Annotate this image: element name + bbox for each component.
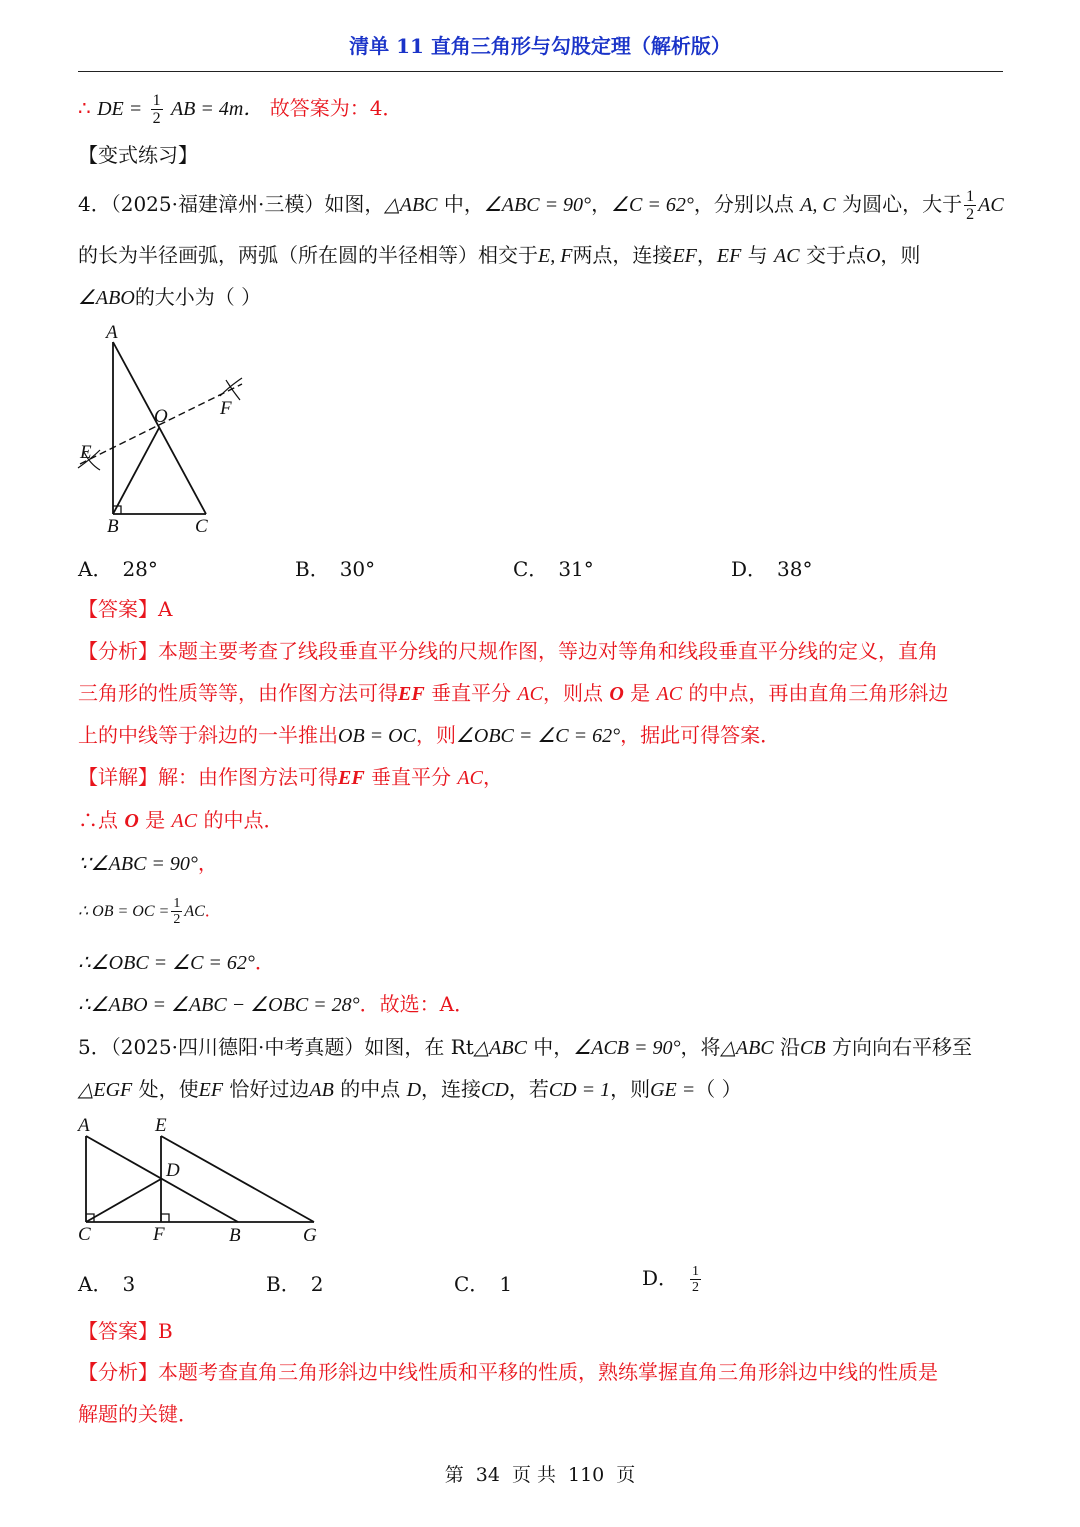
segment-eg: [161, 1136, 314, 1222]
q5-option-c[interactable]: [454, 1268, 512, 1297]
option-d-fraction: [690, 1264, 701, 1295]
q4-line-1: [78, 186, 1003, 223]
q4-text: ，据此可得答案．: [620, 723, 781, 747]
q5-answer: 【答案】B: [78, 1319, 173, 1343]
option-label: A．: [78, 1272, 113, 1296]
segment-bo: [113, 428, 159, 514]
q4-text: 垂直平分: [424, 681, 518, 705]
q5-angle-acb: ∠ACB = 90°: [573, 1037, 681, 1059]
q5-figure: [70, 1110, 330, 1250]
q5-text: ，将: [680, 1035, 721, 1059]
q4-step-fraction: [171, 896, 182, 927]
q4-step-expr: ∴∠ABO = ∠ABC − ∠OBC = 28°: [78, 994, 360, 1016]
option-value: 38°: [777, 557, 813, 581]
q4-text: 上的中线等于斜边的一半推出: [78, 723, 338, 747]
page-footer: [0, 1460, 1080, 1487]
q4-step-5: [78, 989, 1003, 1020]
option-frac-den: 2: [692, 1280, 700, 1295]
q4-source: 4．（2025·福建漳州·三模）如图，: [78, 192, 385, 216]
option-label: C．: [513, 557, 549, 581]
q4-angle-c: ∠C = 62°: [611, 194, 694, 216]
option-label: D．: [731, 557, 768, 581]
page-header-title: 清单 11 直角三角形与勾股定理（解析版）: [349, 34, 731, 58]
q4-option-a[interactable]: [78, 553, 158, 582]
prev-fraction: [151, 92, 163, 127]
q4-angle-abc: ∠ABC = 90°: [483, 194, 592, 216]
label-f: F: [220, 398, 232, 419]
label-g: G: [303, 1225, 317, 1246]
q4-ac: AC: [978, 194, 1004, 216]
q4-analysis-2: [78, 678, 1003, 709]
q4-text: 交于点: [799, 243, 866, 267]
therefore-symbol: ∴: [78, 96, 91, 120]
q5-text: 沿: [773, 1035, 801, 1059]
q4-text: ，则: [880, 243, 921, 267]
q5-line-1: [78, 1032, 1003, 1063]
q5-option-b[interactable]: [266, 1268, 323, 1297]
footer-mid: 页 共: [511, 1464, 556, 1486]
q4-text: 两点，连接: [572, 243, 673, 267]
q5-analysis-1: 【分析】本题考查直角三角形斜边中线性质和平移的性质，熟练掌握直角三角形斜边中线的性质是: [78, 1360, 938, 1384]
q4-step-expr: ∴∠OBC = ∠C = 62°: [78, 952, 255, 974]
q4-text: ．: [254, 950, 275, 974]
q5-text: 方向向右平移至: [825, 1035, 972, 1059]
q5-text: 的中点: [333, 1077, 407, 1101]
q5-triangle: △ABC: [473, 1037, 527, 1059]
q5-text: ，则: [610, 1077, 651, 1101]
option-value: 2: [310, 1272, 324, 1296]
q4-text: 【详解】解：由作图方法可得: [78, 765, 338, 789]
q5-text: （ ）: [695, 1077, 742, 1101]
option-label: C．: [454, 1272, 490, 1296]
q4-text: ∴点: [78, 808, 125, 832]
q4-frac-den: 2: [173, 912, 181, 927]
q5-cd: CD: [481, 1079, 509, 1101]
q4-ef: EF: [338, 767, 365, 789]
option-value: 1: [499, 1272, 513, 1296]
q4-angle-obc: ∠OBC = ∠C = 62°: [455, 725, 621, 747]
q4-step-expr: AC: [184, 903, 205, 920]
arc-f-2: [226, 380, 240, 400]
q4-text: ，: [696, 243, 717, 267]
q5-triangle-egf: △EGF: [78, 1079, 133, 1101]
footer-page-total: 110: [567, 1464, 605, 1486]
q4-o: O: [865, 245, 881, 267]
q4-text: 的中点．: [197, 808, 284, 832]
q4-text: 的中点，再由直角三角形斜边: [682, 681, 949, 705]
q4-ob-oc: OB = OC: [338, 725, 416, 747]
prev-solution-line: [78, 90, 1003, 127]
prev-conclusion: 故答案为：4．: [269, 96, 403, 120]
option-value: 28°: [122, 557, 158, 581]
q5-ef: EF: [198, 1079, 224, 1101]
q4-ac: AC: [171, 810, 198, 832]
label-d: D: [166, 1160, 180, 1181]
footer-suffix: 页: [616, 1464, 636, 1486]
q5-text: ，若: [508, 1077, 549, 1101]
label-e: E: [155, 1115, 167, 1136]
option-value: 30°: [339, 557, 376, 581]
q4-answer: 【答案】A: [78, 597, 173, 621]
q5-d: D: [406, 1079, 422, 1101]
label-a: A: [78, 1115, 90, 1136]
q4-points-ef: E, F: [538, 245, 573, 267]
q5-cd-eq: CD = 1: [548, 1079, 611, 1101]
q5-ab: AB: [309, 1079, 334, 1101]
label-a: A: [106, 322, 118, 343]
label-c: C: [78, 1224, 91, 1245]
option-frac-num: 1: [692, 1264, 700, 1279]
q5-text: ，连接: [421, 1077, 482, 1101]
q4-text: 是: [623, 681, 657, 705]
q4-text: ，: [197, 851, 218, 875]
q5-source: 5．（2025·四川德阳·中考真题）如图，在 Rt: [78, 1035, 474, 1059]
q4-ef: EF: [672, 245, 697, 267]
q4-analysis-3: [78, 720, 1003, 751]
q4-step-expr: ∵∠ABC = 90°: [78, 853, 198, 875]
q4-fraction: [964, 188, 976, 223]
prev-frac-num: 1: [152, 92, 161, 109]
q4-step-2: [78, 848, 1003, 879]
q5-text: 中，: [526, 1035, 574, 1059]
q5-text: 处，使: [132, 1077, 199, 1101]
option-label: D．: [642, 1266, 679, 1290]
q4-text: 是: [138, 808, 172, 832]
right-angle-mark-f: [161, 1214, 169, 1222]
q4-angle-abo: ∠ABO: [78, 287, 135, 309]
prev-frac-den: 2: [152, 110, 161, 127]
q4-o: O: [124, 810, 139, 832]
section-label: 【变式练习】: [78, 143, 198, 167]
q4-line-3: [78, 282, 1003, 313]
q4-ef: EF: [398, 683, 425, 705]
segment-cd: [86, 1179, 161, 1222]
q5-triangle: △ABC: [720, 1037, 774, 1059]
q5-line-2: [78, 1074, 1003, 1105]
q5-option-d[interactable]: [642, 1262, 703, 1295]
option-label: B．: [295, 557, 330, 581]
option-label: A．: [78, 557, 113, 581]
q4-option-b[interactable]: [295, 553, 375, 582]
label-b: B: [229, 1225, 241, 1246]
q4-text: ，则: [415, 723, 456, 747]
q5-cb: CB: [800, 1037, 826, 1059]
q4-ac: AC: [774, 245, 800, 267]
q4-text: 与: [741, 243, 775, 267]
q5-text: 恰好过边: [223, 1077, 310, 1101]
q4-analysis-1: 【分析】本题主要考查了线段垂直平分线的尺规作图，等边对等角和线段垂直平分线的定义，直角: [78, 639, 938, 663]
label-o: O: [154, 406, 168, 427]
q4-text: 三角形的性质等等，由作图方法可得: [78, 681, 398, 705]
q4-frac-num: 1: [966, 188, 975, 205]
q4-figure: [70, 318, 260, 543]
q4-detail-1: [78, 762, 1003, 793]
q4-text: 的大小为（ ）: [134, 285, 262, 309]
footer-page-number: 34: [475, 1464, 500, 1486]
q4-points-ac: A, C: [800, 194, 836, 216]
q4-text: ，: [591, 192, 612, 216]
q4-text: ，分别以点: [693, 192, 801, 216]
label-f: F: [153, 1224, 165, 1245]
q4-ac: AC: [517, 683, 543, 705]
q4-step-4: [78, 947, 1003, 978]
prev-expr-lhs: DE =: [97, 98, 143, 120]
q4-line-2: [78, 240, 1003, 271]
prev-expr-rhs: AB = 4m．: [170, 98, 264, 120]
q4-text: ．故选：A．: [359, 992, 475, 1016]
footer-prefix: 第: [444, 1464, 464, 1486]
q4-o: O: [609, 683, 624, 705]
q4-option-c[interactable]: [513, 553, 594, 582]
q4-step-3: [78, 892, 1003, 931]
q5-ge: GE =: [650, 1079, 696, 1101]
q4-frac-num: 1: [173, 896, 181, 911]
label-c: C: [195, 516, 208, 537]
option-label: B．: [266, 1272, 301, 1296]
q4-step-1: [78, 805, 1003, 836]
q4-ac: AC: [656, 683, 683, 705]
option-value: 31°: [558, 557, 594, 581]
q4-text: ，则点: [542, 681, 610, 705]
q4-text: 的长为半径画弧，两弧（所在圆的半径相等）相交于: [78, 243, 538, 267]
q4-text: 中，: [437, 192, 484, 216]
q5-analysis-2: 解题的关键．: [78, 1402, 198, 1426]
q5-option-a[interactable]: [78, 1268, 135, 1297]
header-divider: [78, 71, 1003, 72]
option-value: 3: [122, 1272, 136, 1296]
q4-text: ，: [482, 765, 503, 789]
q4-text: ．: [204, 901, 221, 920]
q4-frac-den: 2: [966, 206, 975, 223]
q4-triangle: △ABC: [384, 194, 438, 216]
q4-ef: EF: [716, 245, 742, 267]
q4-text: 垂直平分: [364, 765, 458, 789]
label-e: E: [80, 442, 92, 463]
q4-step-expr: ∴ OB = OC =: [78, 903, 170, 920]
q4-ac: AC: [457, 767, 483, 789]
q4-option-d[interactable]: [731, 553, 813, 582]
label-b: B: [107, 516, 119, 537]
q4-text: 为圆心，大于: [835, 192, 963, 216]
